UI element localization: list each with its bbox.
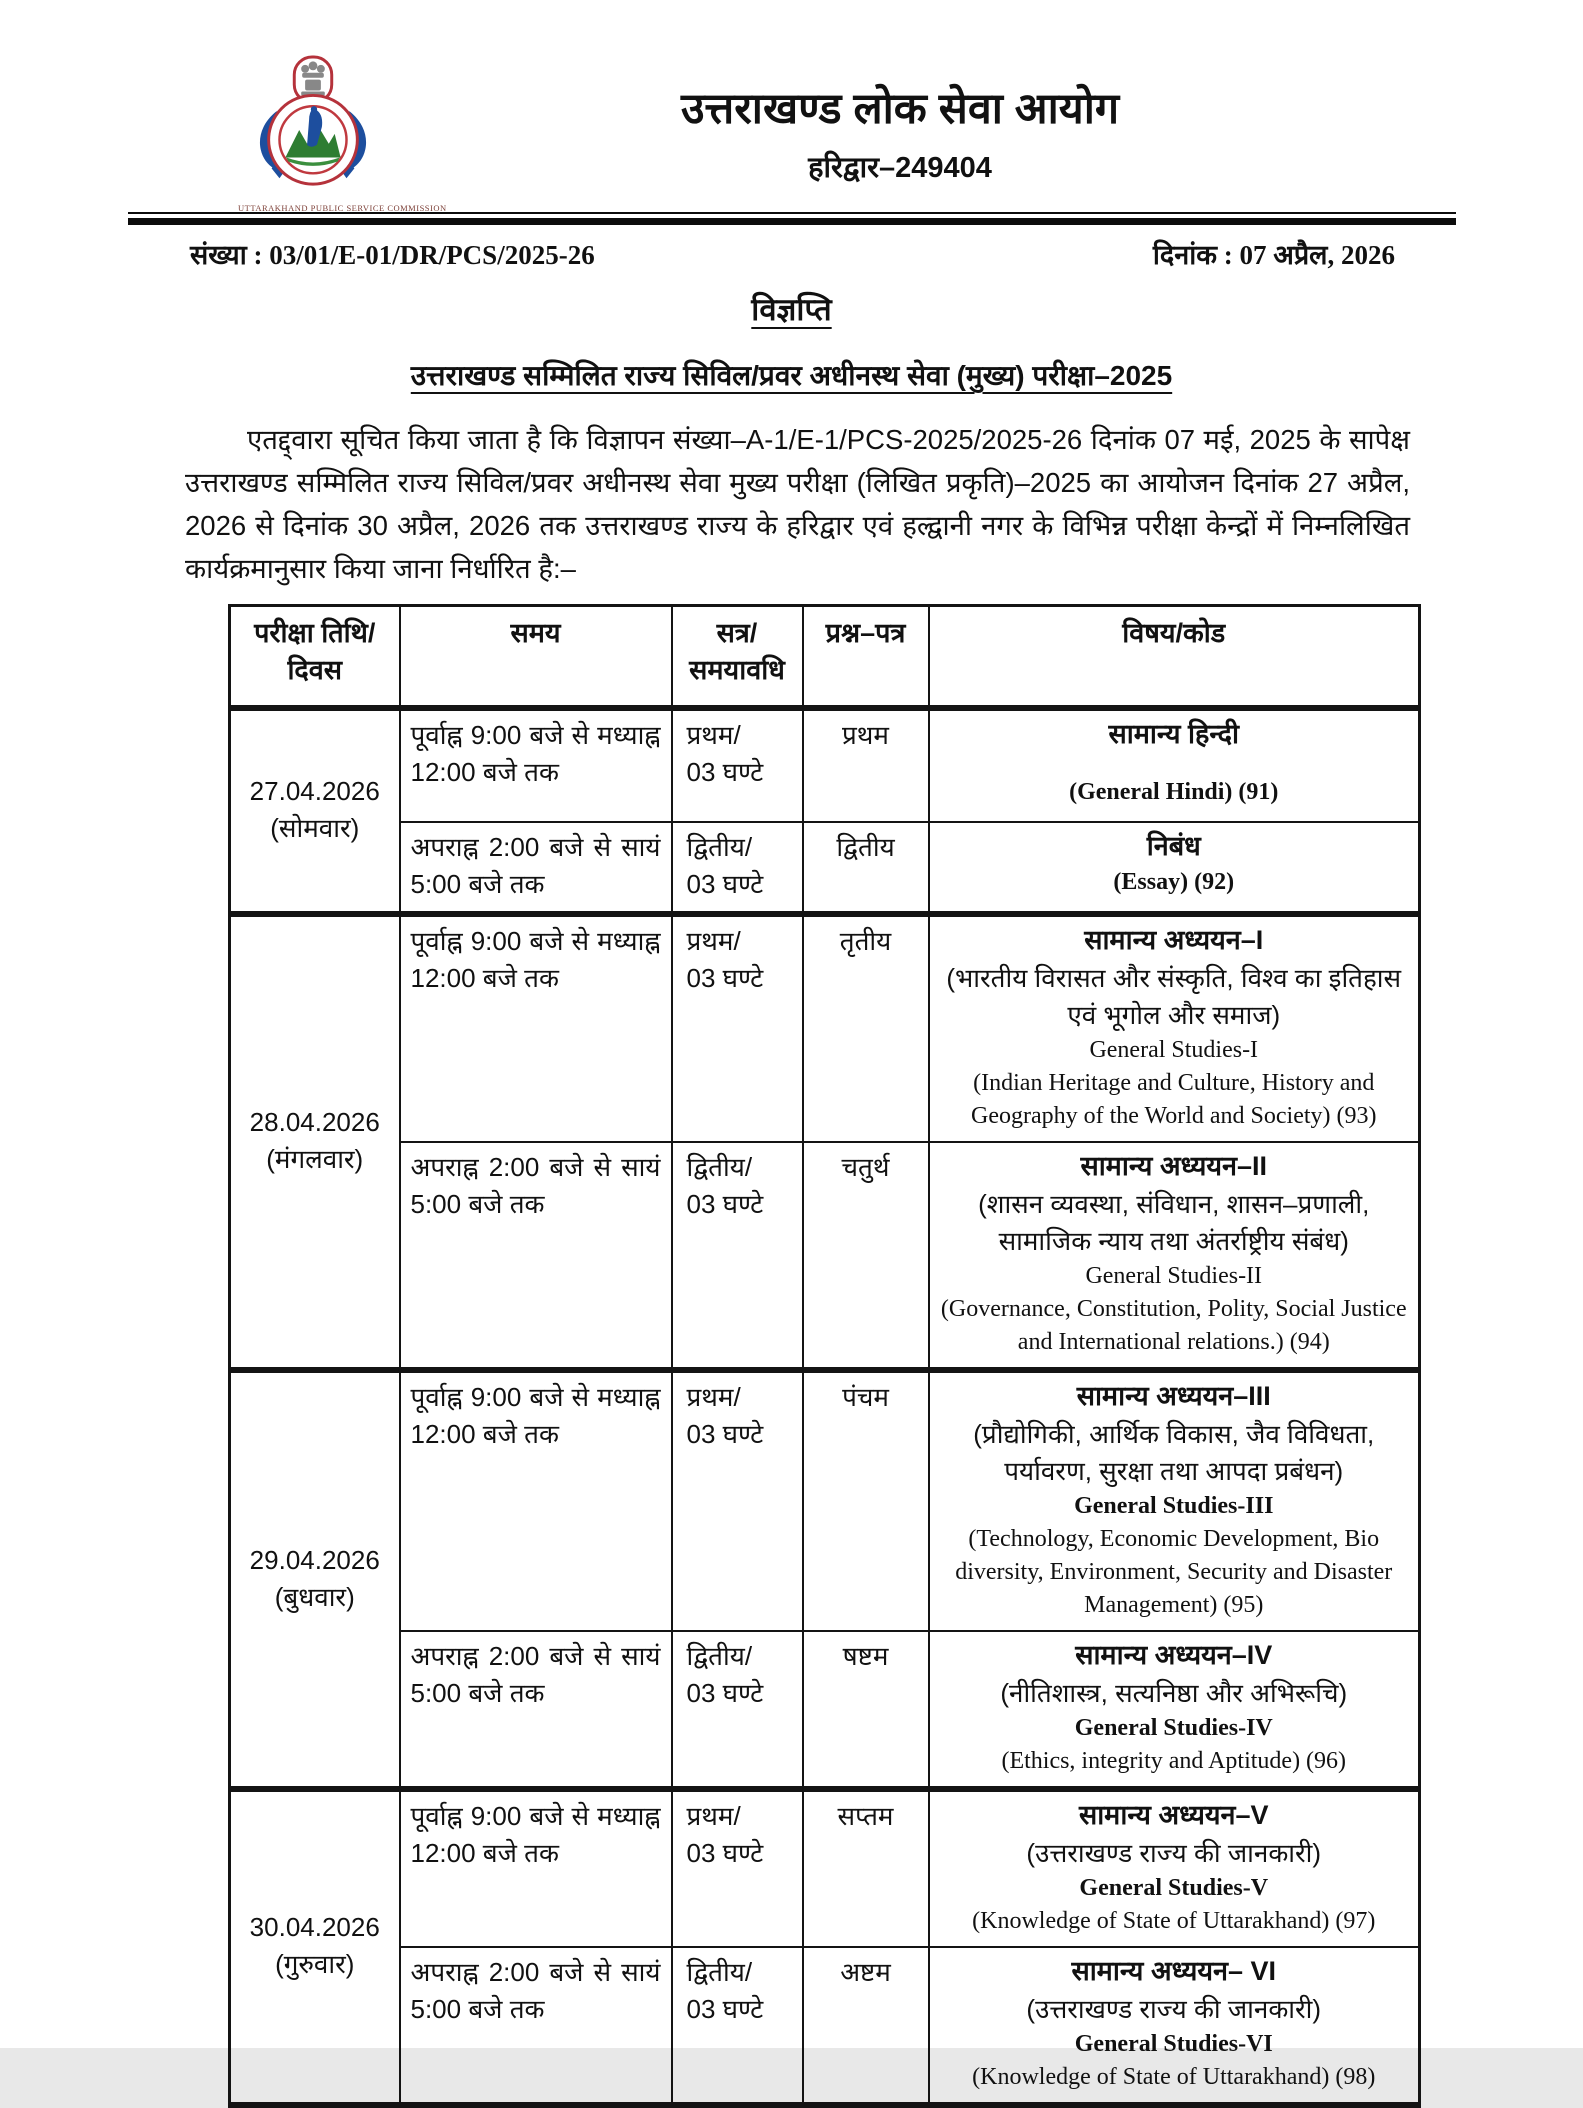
subject-cell: निबंध (Essay) (92) xyxy=(929,822,1420,914)
session-cell: द्वितीय/ 03 घण्टे xyxy=(672,1631,803,1789)
subject-cell: सामान्य अध्ययन–II (शासन व्यवस्था, संविधान, शासन–प्रणाली, सामाजिक न्याय तथा अंतर्राष्ट्रीय संबंध) General Studies-II (Governance, Constitution, Polity, Social Justice and International relations.) (94) xyxy=(929,1142,1420,1370)
col-header-subject: विषय/कोड xyxy=(929,606,1420,709)
emblem-caption: UTTARAKHAND PUBLIC SERVICE COMMISSION xyxy=(238,203,447,213)
time-cell: पूर्वाह्न 9:00 बजे से मध्याह्न 12:00 बजे तक xyxy=(400,1370,672,1631)
issue-date: दिनांक : 07 अप्रैल, 2026 xyxy=(1152,240,1395,271)
time-cell: अपराह्न 2:00 बजे से सायं 5:00 बजे तक xyxy=(400,822,672,914)
time-cell: अपराह्न 2:00 बजे से सायं 5:00 बजे तक xyxy=(400,1142,672,1370)
table-row xyxy=(230,1789,1420,1947)
session-cell: द्वितीय/ 03 घण्टे xyxy=(672,1142,803,1370)
letterhead xyxy=(217,0,1583,186)
paper-cell: द्वितीय xyxy=(803,822,929,914)
col-header-time: समय xyxy=(400,606,672,709)
subject-cell: सामान्य अध्ययन–III (प्रौद्योगिकी, आर्थिक विकास, जैव विविधता, पर्यावरण, सुरक्षा तथा आपदा प्रबंधन) General Studies-III (Technology, Economic Development, Bio diversity, Environment, Security and Disaster Management) (95) xyxy=(929,1370,1420,1631)
exam-date-28-04: 28.04.2026 (मंगलवार) xyxy=(230,914,400,1370)
org-address: हरिद्वार–249404 xyxy=(808,152,992,185)
paper-cell: षष्टम xyxy=(803,1631,929,1789)
table-row xyxy=(230,708,1420,822)
subject-cell: सामान्य हिन्दी (General Hindi) (91) xyxy=(929,708,1420,822)
subject-cell: सामान्य अध्ययन– VI (उत्तराखण्ड राज्य की जानकारी) General Studies-VI (Knowledge of State of Uttarakhand) (98) xyxy=(929,1947,1420,2105)
session-cell: द्वितीय/ 03 घण्टे xyxy=(672,822,803,914)
session-cell: प्रथम/ 03 घण्टे xyxy=(672,1370,803,1631)
session-cell: प्रथम/ 03 घण्टे xyxy=(672,1789,803,1947)
exam-title: उत्तराखण्ड सम्मिलित राज्य सिविल/प्रवर अधीनस्थ सेवा (मुख्य) परीक्षा–2025 xyxy=(410,360,1173,392)
paper-cell: तृतीय xyxy=(803,914,929,1142)
notice-heading: विज्ञप्ति xyxy=(751,292,832,328)
exam-schedule-table xyxy=(228,604,1421,2108)
time-cell: पूर्वाह्न 9:00 बजे से मध्याह्न 12:00 बजे तक xyxy=(400,708,672,822)
table-row xyxy=(230,822,1420,914)
subject-cell: सामान्य अध्ययन–IV (नीतिशास्त्र, सत्यनिष्ठा और अभिरूचि) General Studies-IV (Ethics, integrity and Aptitude) (96) xyxy=(929,1631,1420,1789)
table-row xyxy=(230,1631,1420,1789)
col-header-date: परीक्षा तिथि/ दिवस xyxy=(230,606,400,709)
exam-date-30-04: 30.04.2026 (गुरुवार) xyxy=(230,1789,400,2105)
time-cell: पूर्वाह्न 9:00 बजे से मध्याह्न 12:00 बजे तक xyxy=(400,1789,672,1947)
time-cell: अपराह्न 2:00 बजे से सायं 5:00 बजे तक xyxy=(400,1631,672,1789)
exam-date-27-04: 27.04.2026 (सोमवार) xyxy=(230,708,400,914)
time-cell: पूर्वाह्न 9:00 बजे से मध्याह्न 12:00 बजे तक xyxy=(400,914,672,1142)
time-cell: अपराह्न 2:00 बजे से सायं 5:00 बजे तक xyxy=(400,1947,672,2105)
header-divider xyxy=(128,212,1456,225)
col-header-session: सत्र/ समयावधि xyxy=(672,606,803,709)
session-cell: द्वितीय/ 03 घण्टे xyxy=(672,1947,803,2105)
paper-cell: सप्तम xyxy=(803,1789,929,1947)
paper-cell: पंचम xyxy=(803,1370,929,1631)
table-row xyxy=(230,914,1420,1142)
table-row xyxy=(230,1947,1420,2105)
table-header-row xyxy=(230,606,1420,709)
reference-number: संख्या : 03/01/E-01/DR/PCS/2025-26 xyxy=(190,240,595,271)
col-header-paper: प्रश्न–पत्र xyxy=(803,606,929,709)
paper-cell: चतुर्थ xyxy=(803,1142,929,1370)
commission-emblem xyxy=(238,52,447,213)
paper-cell: अष्टम xyxy=(803,1947,929,2105)
commission-emblem-icon xyxy=(244,52,382,200)
table-row xyxy=(230,1142,1420,1370)
subject-cell: सामान्य अध्ययन–V (उत्तराखण्ड राज्य की जानकारी) General Studies-V (Knowledge of State of Uttarakhand) (97) xyxy=(929,1789,1420,1947)
org-name: उत्तराखण्ड लोक सेवा आयोग xyxy=(680,85,1120,133)
notice-body: एतद्द्वारा सूचित किया जाता है कि विज्ञापन संख्या–A-1/E-1/PCS-2025/2025-26 दिनांक 07 मई, 2025 के सापेक्ष उत्तराखण्ड सम्मिलित राज्य सिविल/प्रवर अधीनस्थ सेवा मुख्य परीक्षा (लिखित प्रकृति)–2025 का आयोजन दिनांक 27 अप्रैल, 2026 से दिनांक 30 अप्रैल, 2026 तक उत्तराखण्ड राज्य के हरिद्वार एवं हल्द्वानी नगर के विभिन्न परीक्षा केन्द्रों में निम्नलिखित कार्यक्रमानुसार किया जाना निर्धारित है:– xyxy=(185,424,1410,585)
session-cell: प्रथम/ 03 घण्टे xyxy=(672,708,803,822)
subject-cell: सामान्य अध्ययन–I (भारतीय विरासत और संस्कृति, विश्व का इतिहास एवं भूगोल और समाज) General Studies-I (Indian Heritage and Culture, History and Geography of the World and Society) (93) xyxy=(929,914,1420,1142)
exam-date-29-04: 29.04.2026 (बुधवार) xyxy=(230,1370,400,1789)
session-cell: प्रथम/ 03 घण्टे xyxy=(672,914,803,1142)
table-row xyxy=(230,1370,1420,1631)
reference-row xyxy=(190,235,1395,272)
paper-cell: प्रथम xyxy=(803,708,929,822)
